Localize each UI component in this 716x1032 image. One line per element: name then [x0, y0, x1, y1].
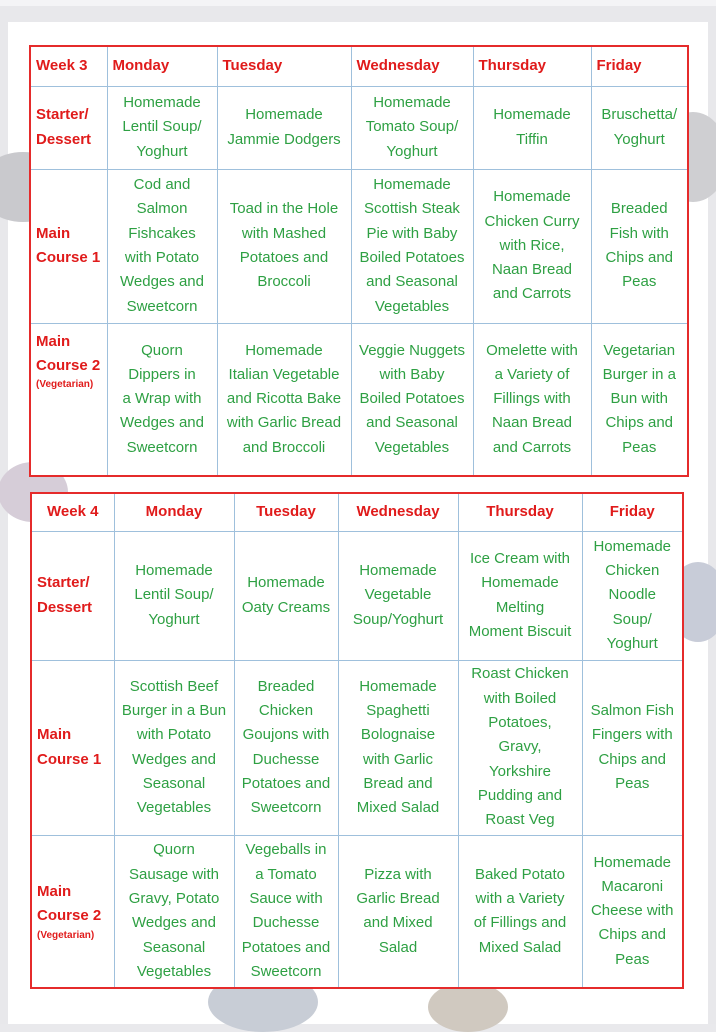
main-course-2-row: [30, 323, 688, 476]
menu-cell: Salmon Fish Fingers with Chips and Peas: [582, 660, 683, 835]
menu-cell: Vegeballs in a Tomato Sauce with Duchesse Potatoes and Sweetcorn: [234, 835, 338, 988]
menu-cell: Breaded Fish with Chips and Peas: [591, 169, 688, 323]
day-header: Thursday: [458, 493, 582, 531]
menu-cell: Scottish Beef Burger in a Bun with Potato Wedges and Seasonal Vegetables: [114, 660, 234, 835]
starter-row: [30, 86, 688, 169]
menu-cell: Bruschetta/ Yoghurt: [591, 86, 688, 169]
day-header: Thursday: [473, 46, 591, 86]
menu-cell: Quorn Dippers in a Wrap with Wedges and Sweetcorn: [107, 323, 217, 476]
row-label: Main Course 1: [30, 169, 107, 323]
header-row: [30, 46, 688, 86]
day-header: Monday: [114, 493, 234, 531]
week-label: Week 4: [31, 493, 114, 531]
menu-cell: Homemade Chicken Curry with Rice, Naan Bread and Carrots: [473, 169, 591, 323]
row-label: [30, 323, 107, 476]
menu-cell: Homemade Spaghetti Bolognaise with Garlic Bread and Mixed Salad: [338, 660, 458, 835]
menu-cell: Homemade Tiffin: [473, 86, 591, 169]
menu-cell: Cod and Salmon Fishcakes with Potato Wedges and Sweetcorn: [107, 169, 217, 323]
menu-cell: Toad in the Hole with Mashed Potatoes and Broccoli: [217, 169, 351, 323]
week-4-menu-table: [30, 492, 684, 989]
day-header: Friday: [582, 493, 683, 531]
day-header: Monday: [107, 46, 217, 86]
day-header: Friday: [591, 46, 688, 86]
menu-cell: Homemade Vegetable Soup/Yoghurt: [338, 531, 458, 660]
menu-cell: Baked Potato with a Variety of Fillings and Mixed Salad: [458, 835, 582, 988]
menu-cell: Quorn Sausage with Gravy, Potato Wedges and Seasonal Vegetables: [114, 835, 234, 988]
row-label: Starter/ Dessert: [31, 531, 114, 660]
day-header: Tuesday: [217, 46, 351, 86]
menu-cell: Pizza with Garlic Bread and Mixed Salad: [338, 835, 458, 988]
menu-cell: Ice Cream with Homemade Melting Moment Biscuit: [458, 531, 582, 660]
row-label-text: Main Course 2: [37, 882, 102, 925]
header-row: [31, 493, 683, 531]
row-label: Main Course 1: [31, 660, 114, 835]
week-label: Week 3: [30, 46, 107, 86]
menu-cell: Homemade Lentil Soup/ Yoghurt: [107, 86, 217, 169]
main-course-2-row: [31, 835, 683, 988]
starter-row: [31, 531, 683, 660]
menu-cell: Homemade Scottish Steak Pie with Baby Boiled Potatoes and Seasonal Vegetables: [351, 169, 473, 323]
menu-cell: Omelette with a Variety of Fillings with Naan Bread and Carrots: [473, 323, 591, 476]
menu-cell: Homemade Tomato Soup/ Yoghurt: [351, 86, 473, 169]
decorative-pebble: [428, 982, 508, 1032]
row-label: Starter/ Dessert: [30, 86, 107, 169]
menu-cell: Homemade Macaroni Cheese with Chips and Peas: [582, 835, 683, 988]
menu-cell: Homemade Jammie Dodgers: [217, 86, 351, 169]
row-label: [31, 835, 114, 988]
day-header: Wednesday: [351, 46, 473, 86]
menu-cell: Homemade Chicken Noodle Soup/ Yoghurt: [582, 531, 683, 660]
menu-cell: Homemade Italian Vegetable and Ricotta Bake with Garlic Bread and Broccoli: [217, 323, 351, 476]
vegetarian-note: (Vegetarian): [37, 929, 95, 941]
day-header: Wednesday: [338, 493, 458, 531]
row-label-text: Main Course 2: [36, 332, 101, 374]
menu-cell: Vegetarian Burger in a Bun with Chips and Peas: [591, 323, 688, 476]
menu-cell: Roast Chicken with Boiled Potatoes, Gravy, Yorkshire Pudding and Roast Veg: [458, 660, 582, 835]
week-3-menu-table: [29, 45, 689, 477]
menu-cell: Homemade Lentil Soup/ Yoghurt: [114, 531, 234, 660]
menu-cell: Breaded Chicken Goujons with Duchesse Potatoes and Sweetcorn: [234, 660, 338, 835]
menu-cell: Veggie Nuggets with Baby Boiled Potatoes and Seasonal Vegetables: [351, 323, 473, 476]
menu-cell: Homemade Oaty Creams: [234, 531, 338, 660]
main-course-1-row: [30, 169, 688, 323]
vegetarian-note: (Vegetarian): [36, 379, 94, 391]
main-course-1-row: [31, 660, 683, 835]
day-header: Tuesday: [234, 493, 338, 531]
